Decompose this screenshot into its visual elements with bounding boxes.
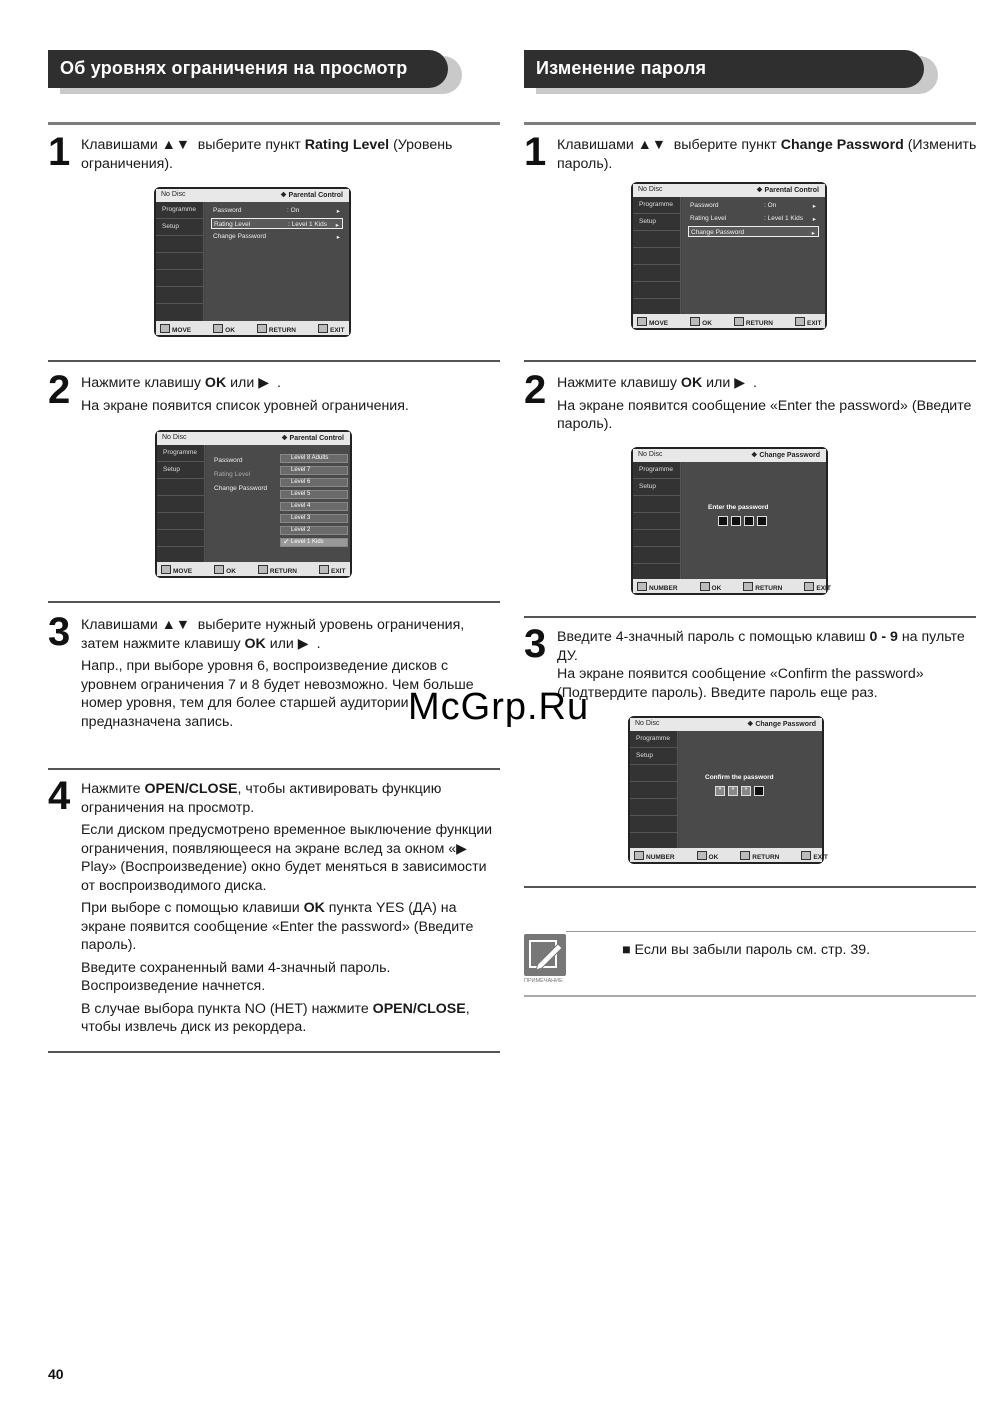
- password-digit-box: [718, 516, 728, 526]
- osd-number: NUMBER: [637, 585, 678, 592]
- arrow-icon: ▸: [811, 230, 815, 237]
- note-text: ■ Если вы забыли пароль см. стр. 39.: [622, 942, 871, 958]
- password-digit-box: [754, 786, 764, 796]
- page-number: 40: [48, 1366, 64, 1382]
- osd-number: NUMBER: [634, 854, 675, 861]
- divider: [524, 995, 976, 997]
- osd-setup: Setup: [156, 219, 203, 236]
- right-section-header: [524, 50, 938, 94]
- osd-level-item: Level 5: [280, 490, 348, 499]
- osd-setup: Setup: [157, 462, 204, 479]
- osd-no-disc: No Disc: [162, 434, 187, 441]
- password-digit-box: *: [728, 786, 738, 796]
- osd-title: ❖ Parental Control: [280, 192, 343, 199]
- osd-value: : Level 1 Kids: [288, 221, 328, 228]
- osd-programme: Programme: [633, 462, 680, 479]
- divider: [48, 601, 500, 603]
- osd-change-password: Change Password: [213, 233, 267, 240]
- osd-level-item: Level 2: [280, 526, 348, 535]
- divider: [524, 122, 976, 125]
- osd-confirm-password: Confirm the password: [705, 774, 774, 781]
- osd-value: : On: [764, 202, 777, 209]
- osd-title: ❖ Change Password: [751, 452, 820, 459]
- step-number: 3: [524, 622, 547, 666]
- osd-programme: Programme: [157, 445, 204, 462]
- arrow-icon: ▸: [812, 216, 816, 223]
- osd-title: ❖ Parental Control: [756, 187, 819, 194]
- osd-programme: Programme: [633, 197, 680, 214]
- step-number: 3: [48, 610, 71, 654]
- osd-rating-level: Rating Level: [690, 215, 727, 222]
- osd-setup: Setup: [633, 214, 680, 231]
- osd-value: : Level 1 Kids: [764, 215, 804, 222]
- osd-exit: EXIT: [804, 585, 830, 592]
- step-number: 2: [524, 368, 547, 412]
- osd-move: MOVE: [637, 320, 668, 327]
- step-text: Клавишами ▲▼ выберите пункт Rating Level (Уровень ограничения).: [81, 137, 453, 172]
- divider: [48, 122, 500, 125]
- divider: [524, 616, 976, 618]
- osd-value: : On: [287, 207, 300, 214]
- arrow-icon: ▸: [336, 234, 340, 241]
- osd-password: Password: [690, 202, 719, 209]
- password-digit-box: [731, 516, 741, 526]
- osd-level-item: Level 6: [280, 478, 348, 487]
- password-digit-box: *: [715, 786, 725, 796]
- osd-return: RETURN: [743, 585, 782, 592]
- osd-no-disc: No Disc: [635, 720, 660, 727]
- osd-no-disc: No Disc: [638, 186, 663, 193]
- divider: [524, 886, 976, 888]
- left-section-header: [48, 50, 462, 94]
- osd-ok: OK: [697, 854, 719, 861]
- osd-rating-level: Rating Level: [214, 471, 251, 478]
- osd-return: RETURN: [734, 320, 773, 327]
- step-text: Клавишами ▲▼ выберите нужный уровень ограничения, затем нажмите клавишу OK или ▶ . Напр., при выборе уровня 6, воспроизведение дисков с уровнем ограничения 7 и 8 будет невозможно. Чем больше номер уровня, тем для более старшей аудитории предназначена запись.: [81, 617, 474, 730]
- osd-move: MOVE: [161, 568, 192, 575]
- osd-return: RETURN: [740, 854, 779, 861]
- pencil-icon: [524, 934, 566, 976]
- osd-ok: OK: [700, 585, 722, 592]
- osd-screen-enter-password: [631, 447, 831, 595]
- osd-level-item: Level 4: [280, 502, 348, 511]
- divider: [48, 768, 500, 770]
- password-digit-box: [757, 516, 767, 526]
- osd-exit: EXIT: [319, 568, 345, 575]
- step-number: 1: [524, 130, 547, 174]
- watermark: McGrp.Ru: [408, 686, 590, 728]
- osd-exit: EXIT: [801, 854, 827, 861]
- osd-level-item: Level 3: [280, 514, 348, 523]
- osd-level-item: Level 8 Adults: [280, 454, 348, 463]
- osd-screen-parental-control: [154, 187, 351, 337]
- osd-password: Password: [213, 207, 242, 214]
- note-box: [524, 932, 976, 996]
- osd-title: ❖ Parental Control: [281, 435, 344, 442]
- arrow-icon: ▸: [812, 203, 816, 210]
- divider: [48, 1051, 500, 1053]
- step-text: Нажмите OPEN/CLOSE, чтобы активировать функцию ограничения на просмотр. Если диском предусмотрено временное выключение функции ограничения, появляющееся на экране вслед за окном «▶ Play» (Воспроизведение) окно будет меняться в зависимости от воспроизводимого диска. При выборе с помощью клавиши OK пункта YES (ДА) на экране появится сообщение «Enter the password» (Введите пароль). Введите сохраненный вами 4-значный пароль. Воспроизведение начнется. В случае выбора пункта NO (НЕТ) нажмите OPEN/CLOSE, чтобы извлечь диск из рекордера.: [81, 781, 493, 1035]
- divider: [524, 360, 976, 362]
- osd-setup: Setup: [633, 479, 680, 496]
- osd-screen-confirm-password: [628, 716, 828, 864]
- osd-level-item: Level 7: [280, 466, 348, 475]
- note-caption: ПРИМЕЧАНИЕ: [524, 978, 563, 984]
- osd-ok: OK: [213, 327, 235, 334]
- osd-programme: Programme: [630, 731, 677, 748]
- check-icon: ✓: [283, 537, 290, 546]
- osd-screen-change-password-menu: [631, 182, 827, 330]
- osd-no-disc: No Disc: [638, 451, 663, 458]
- osd-rating-level: Rating Level: [214, 221, 251, 228]
- password-digit-box: [744, 516, 754, 526]
- step-text: Клавишами ▲▼ выберите пункт Change Password (Изменить пароль).: [557, 137, 977, 172]
- osd-enter-password: Enter the password: [708, 504, 769, 511]
- osd-ok: OK: [214, 568, 236, 575]
- osd-setup: Setup: [630, 748, 677, 765]
- step-text: Введите 4-значный пароль с помощью клавиш 0 - 9 на пульте ДУ. На экране появится сообщение «Confirm the password» (Подтвердите пароль). Введите пароль еще раз.: [557, 629, 965, 701]
- arrow-icon: ▸: [336, 208, 340, 215]
- step-text: Нажмите клавишу OK или ▶ . На экране появится сообщение «Enter the password» (Введите пароль).: [557, 375, 972, 432]
- step-text: Нажмите клавишу OK или ▶ . На экране появится список уровней ограничения.: [81, 375, 409, 414]
- osd-return: RETURN: [258, 568, 297, 575]
- osd-move: MOVE: [160, 327, 191, 334]
- osd-title: ❖ Change Password: [747, 721, 816, 728]
- osd-return: RETURN: [257, 327, 296, 334]
- osd-no-disc: No Disc: [161, 191, 186, 198]
- step-number: 1: [48, 130, 71, 174]
- osd-change-password: Change Password: [214, 485, 268, 492]
- osd-exit: EXIT: [318, 327, 344, 334]
- password-digit-box: *: [741, 786, 751, 796]
- step-number: 4: [48, 774, 71, 818]
- osd-screen-rating-levels: [155, 430, 352, 578]
- osd-password: Password: [214, 457, 243, 464]
- osd-programme: Programme: [156, 202, 203, 219]
- right-section-title: Изменение пароля: [524, 50, 924, 88]
- osd-exit: EXIT: [795, 320, 821, 327]
- step-number: 2: [48, 368, 71, 412]
- arrow-icon: ▸: [335, 222, 339, 229]
- divider: [48, 360, 500, 362]
- osd-ok: OK: [690, 320, 712, 327]
- left-section-title: Об уровнях ограничения на просмотр: [48, 50, 448, 88]
- osd-level-item-selected: Level 1 Kids: [280, 538, 348, 547]
- osd-change-password: Change Password: [691, 229, 745, 236]
